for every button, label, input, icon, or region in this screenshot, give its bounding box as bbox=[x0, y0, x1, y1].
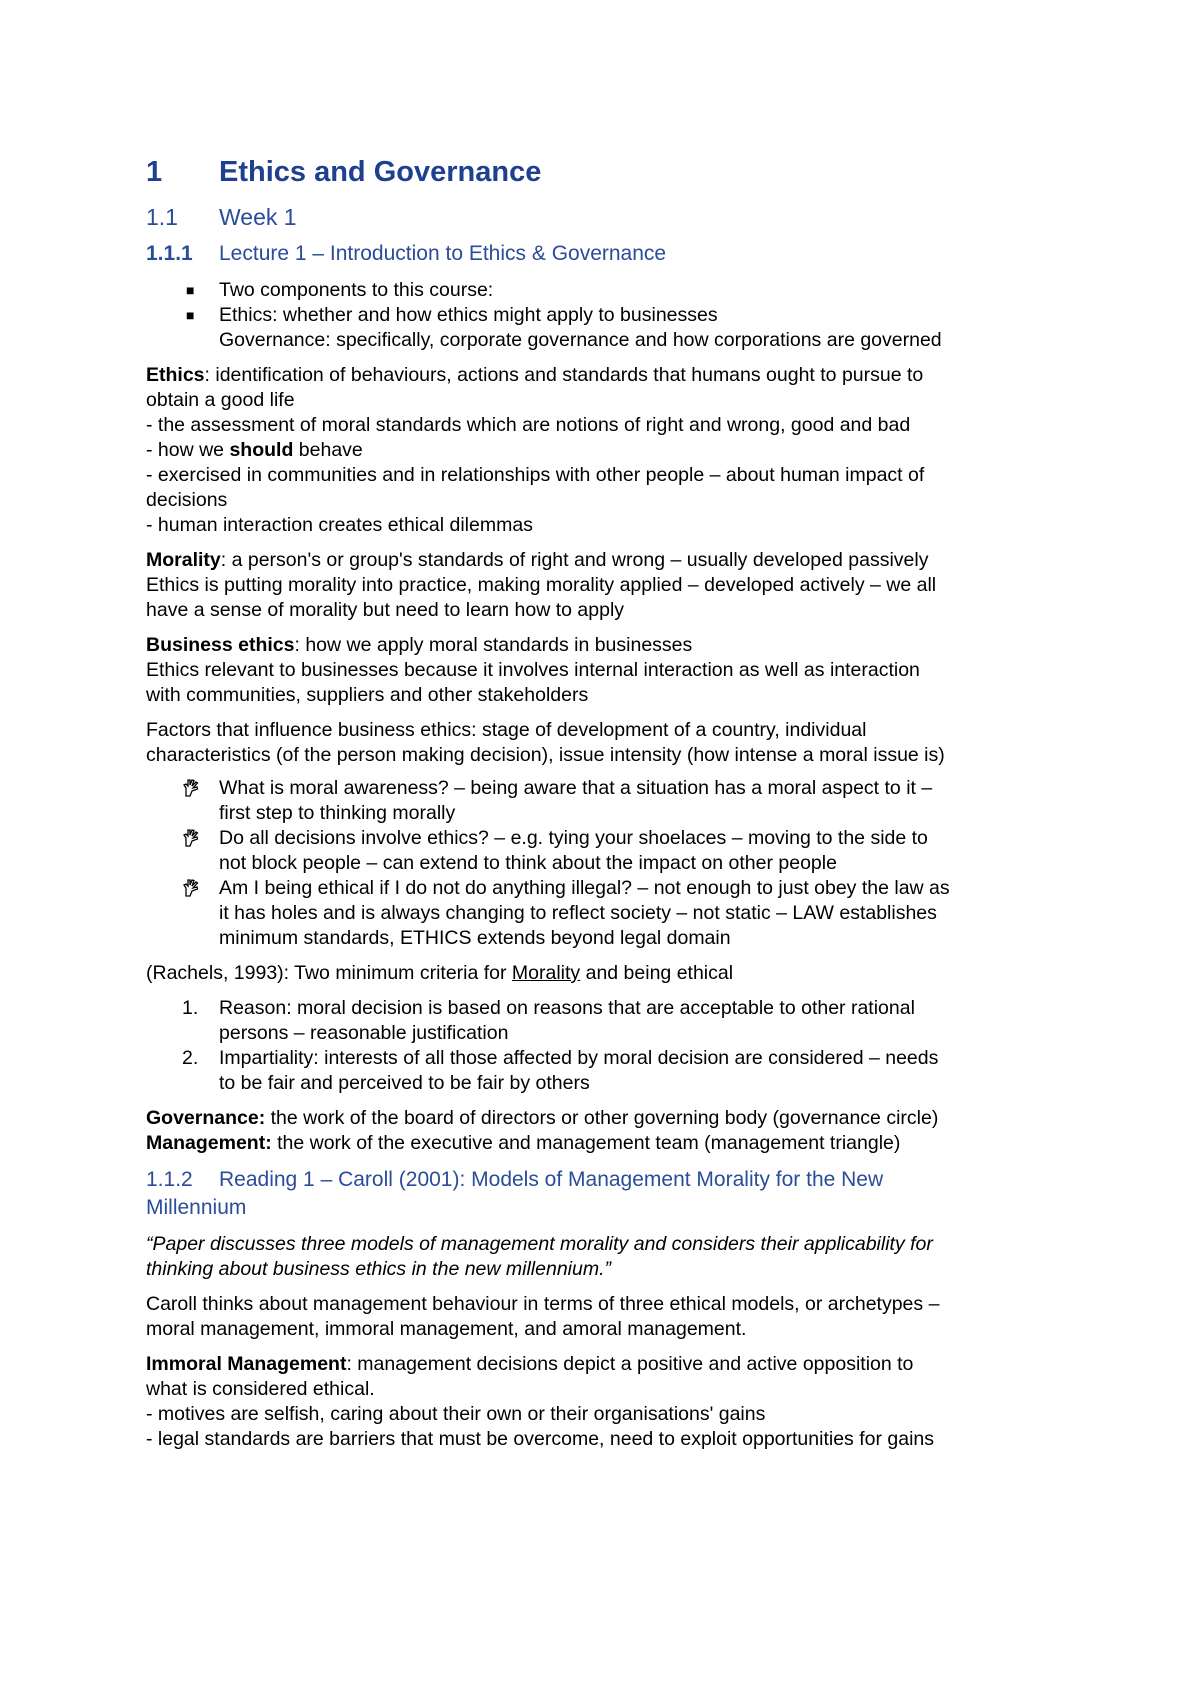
management-term: Management: bbox=[146, 1132, 272, 1154]
heading-3-title-cont: Millennium bbox=[146, 1196, 247, 1219]
ethics-term: Ethics bbox=[146, 364, 205, 386]
heading-3-title: Reading 1 – Caroll (2001): Models of Management Morality for the New bbox=[219, 1168, 884, 1191]
heading-3-number: 1.1.2 bbox=[146, 1168, 193, 1191]
list-item: What is moral awareness? – being aware that a situation has a moral aspect to it – first step to thinking morally bbox=[146, 776, 1076, 826]
square-bullet-icon: ■ bbox=[186, 307, 195, 323]
square-bullet-icon: ■ bbox=[186, 282, 195, 298]
heading-1 bbox=[146, 152, 1076, 192]
pointing-hand-icon bbox=[180, 776, 204, 800]
pointing-hand-icon bbox=[180, 876, 204, 900]
business-ethics-paragraph: Business ethics: how we apply moral standards in businesses Ethics relevant to businesses because it involves internal interaction as well as interaction with communities, suppliers and other stakeholders bbox=[146, 634, 920, 706]
pointing-hand-icon bbox=[180, 826, 204, 850]
morality-link: Morality bbox=[511, 962, 581, 984]
immoral-management-term: Immoral Management bbox=[146, 1353, 347, 1375]
heading-1-title: Ethics and Governance bbox=[219, 156, 542, 188]
rachels-paragraph: (Rachels, 1993): Two minimum criteria for Morality and being ethical bbox=[146, 962, 734, 984]
moral-questions-list bbox=[146, 776, 1076, 951]
heading-3-reading bbox=[146, 1166, 1076, 1194]
list-item: Do all decisions involve ethics? – e.g. tying your shoelaces – moving to the side to not block people – can extend to think about the impact on other people bbox=[146, 826, 1076, 876]
list-item: Am I being ethical if I do not do anything illegal? – not enough to just obey the law as it has holes and is always changing to reflect society – not static – LAW establishes minimum standards, ETHICS extends beyond legal domain bbox=[146, 876, 1076, 951]
morality-paragraph: Morality: a person's or group's standards of right and wrong – usually developed passively Ethics is putting morality into practice, making morality applied – developed actively – we all have a sense of morality but need to learn how to apply bbox=[146, 549, 937, 621]
heading-3-number: 1.1.1 bbox=[146, 242, 193, 265]
list-item: ■ Two components to this course: bbox=[186, 279, 494, 301]
heading-2 bbox=[146, 200, 1076, 234]
heading-3-title: Lecture 1 – Introduction to Ethics & Governance bbox=[219, 242, 667, 265]
list-item: 1. Reason: moral decision is based on reasons that are acceptable to other rational persons – reasonable justification bbox=[182, 997, 915, 1044]
list-item: 2. Impartiality: interests of all those affected by moral decision are considered – needs to be fair and perceived to be fair by others bbox=[182, 1047, 939, 1094]
course-components-list bbox=[146, 278, 1076, 353]
morality-term: Morality bbox=[146, 549, 221, 571]
list-item: ■ Ethics: whether and how ethics might apply to businesses Governance: specifically, corporate governance and how corporations are governed bbox=[186, 304, 942, 351]
governance-paragraph: Governance: the work of the board of directors or other governing body (governance circle) Management: the work of the executive and management team (management triangle) bbox=[146, 1107, 939, 1154]
criteria-list bbox=[146, 996, 1076, 1096]
business-ethics-term: Business ethics bbox=[146, 634, 295, 656]
immoral-management-paragraph: Immoral Management: management decisions depict a positive and active opposition to what is considered ethical. - motives are selfish, caring about their own or their organisations' gains - legal standards are barriers that must be overcome, need to exploit opportunities for gains bbox=[146, 1353, 935, 1450]
heading-3-lecture bbox=[146, 240, 1076, 268]
heading-3-reading-cont bbox=[146, 1194, 1076, 1222]
ethics-paragraph: Ethics: identification of behaviours, actions and standards that humans ought to pursue to obtain a good life - the assessment of moral standards which are notions of right and wrong, good and bad - how we should behave - exercised in communities and in relationships with other people – about human impact of decisions - human interaction creates ethical dilemmas bbox=[146, 364, 925, 536]
document-page bbox=[146, 152, 1076, 1462]
factors-paragraph: Factors that influence business ethics: stage of development of a country, individual characteristics (of the person making decision), issue intensity (how intense a moral issue is) bbox=[146, 719, 945, 766]
heading-2-title: Week 1 bbox=[219, 204, 297, 230]
heading-2-number: 1.1 bbox=[146, 204, 178, 230]
governance-term: Governance: bbox=[146, 1107, 266, 1129]
caroll-paragraph: Caroll thinks about management behaviour in terms of three ethical models, or archetypes – moral management, immoral management, and amoral management. bbox=[146, 1293, 940, 1340]
paper-quote: “Paper discusses three models of management morality and considers their applicability for thinking about business ethics in the new millennium.” bbox=[146, 1233, 933, 1280]
heading-1-number: 1 bbox=[146, 156, 163, 188]
